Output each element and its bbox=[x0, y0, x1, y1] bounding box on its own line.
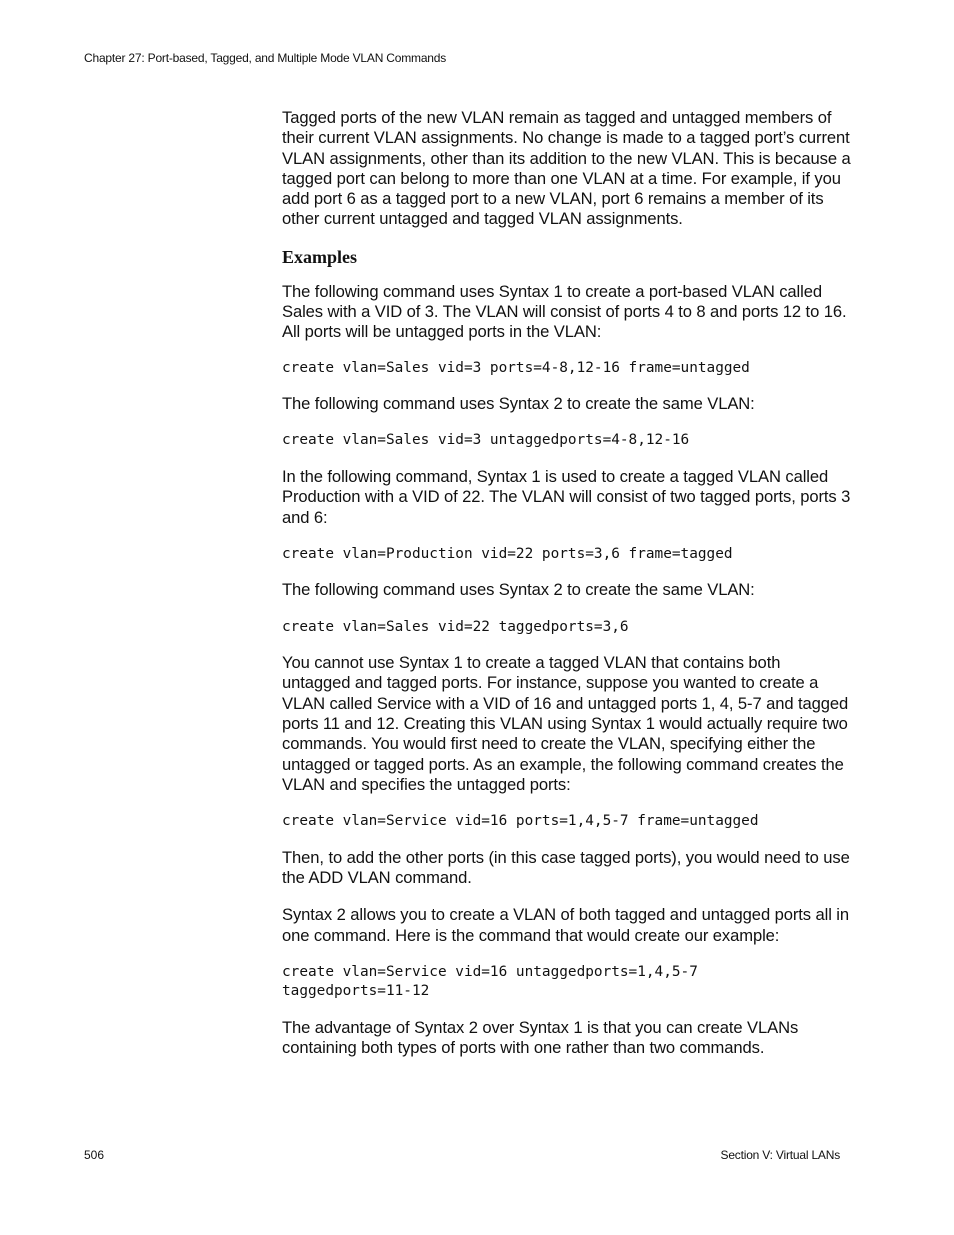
example-1-syntax-2-description: The following command uses Syntax 2 to create the same VLAN: bbox=[282, 394, 755, 414]
page-number: 506 bbox=[84, 1148, 105, 1162]
service-syntax-1-command: create vlan=Service vid=16 ports=1,4,5-7 frame=untagged bbox=[282, 813, 759, 830]
syntax-2-advantage: The advantage of Syntax 2 over Syntax 1 is that you can create VLANs containing both types of ports with one rather than two commands. bbox=[282, 1017, 799, 1058]
add-vlan-note: Then, to add the other ports (in this case tagged ports), you would need to use the ADD VLAN command. bbox=[282, 847, 850, 888]
example-2-syntax-2-description: The following command uses Syntax 2 to create the same VLAN: bbox=[282, 580, 755, 600]
section-footer: Section V: Virtual LANs bbox=[720, 1148, 840, 1162]
example-2-syntax-1-command: create vlan=Production vid=22 ports=3,6 frame=tagged bbox=[282, 545, 733, 562]
example-2-syntax-2-command: create vlan=Sales vid=22 taggedports=3,6 bbox=[282, 618, 629, 635]
intro-paragraph: Tagged ports of the new VLAN remain as tagged and untagged members of their current VLAN assignments. No change is made to a tagged port’s current VLAN assignments, other than its addition to the new VLAN. This is because a tagged port can belong to more than one VLAN at a time. For example, if you add port 6 as a tagged port to a new VLAN, port 6 remains a member of its other current untagged and tagged VLAN assignments. bbox=[282, 108, 851, 229]
example-1-syntax-2-command: create vlan=Sales vid=3 untaggedports=4-8,12-16 bbox=[282, 432, 690, 449]
syntax-2-explanation: Syntax 2 allows you to create a VLAN of both tagged and untagged ports all in one command. Here is the command that would create our example: bbox=[282, 905, 850, 945]
mixed-ports-explanation: You cannot use Syntax 1 to create a tagged VLAN that contains both untagged and tagged ports. For instance, suppose you wanted to create a VLAN called Service with a VID of 16 and untagged ports 1, 4, 5-7 and tagged ports 11 and 12. Creating this VLAN using Syntax 1 would actually require two commands. You would first need to create the VLAN, specifying either the untagged or tagged ports. As an example, the following command creates the VLAN and specifies the untagged ports: bbox=[282, 653, 849, 794]
page-content bbox=[282, 108, 852, 1076]
example-1-description: The following command uses Syntax 1 to create a port-based VLAN called Sales with a VID of 3. The VLAN will consist of ports 4 to 8 and ports 12 to 16. All ports will be untagged ports in the VLAN: bbox=[282, 281, 847, 342]
service-syntax-2-command: create vlan=Service vid=16 untaggedports=1,4,5-7 taggedports=11-12 bbox=[282, 963, 698, 1000]
examples-heading: Examples bbox=[282, 246, 358, 267]
example-1-syntax-1-command: create vlan=Sales vid=3 ports=4-8,12-16 frame=untagged bbox=[282, 359, 750, 376]
running-header: Chapter 27: Port-based, Tagged, and Multiple Mode VLAN Commands bbox=[84, 51, 447, 65]
example-2-description: In the following command, Syntax 1 is used to create a tagged VLAN called Production with a VID of 22. The VLAN will consist of two tagged ports, ports 3 and 6: bbox=[282, 466, 851, 527]
